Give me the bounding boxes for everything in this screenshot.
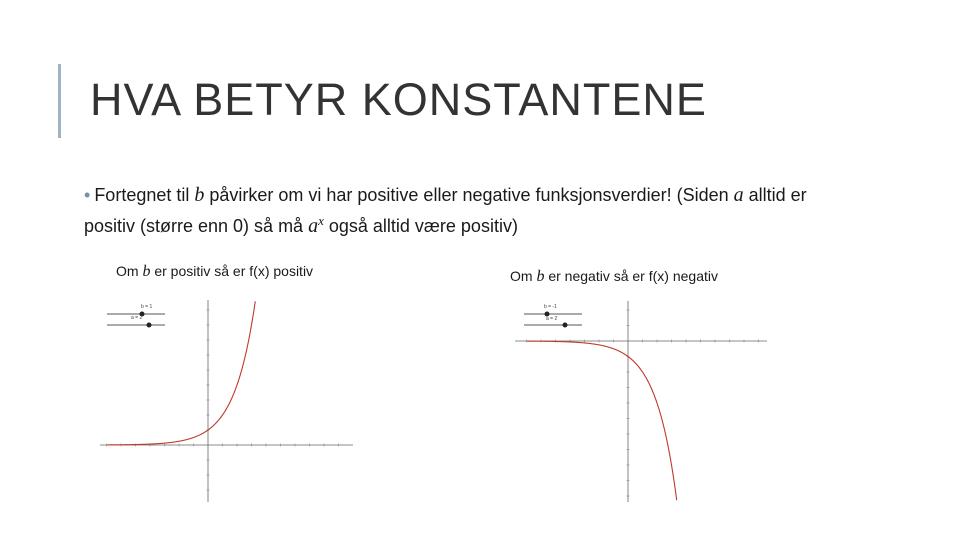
left-graph	[95, 292, 360, 504]
slider-a-handle[interactable]	[147, 323, 152, 328]
slider-a-label: a = 2	[131, 315, 143, 321]
right-caption-pre: Om	[510, 268, 537, 284]
var-a-base: a	[308, 215, 319, 237]
left-caption-post: er positiv så er f(x) positiv	[150, 263, 314, 279]
axis-ticks	[107, 310, 339, 490]
slider-a-label: a = 2	[546, 316, 558, 322]
left-caption	[116, 263, 313, 281]
bullet-text-3: alltid er positiv (større enn 0) så må	[84, 185, 807, 236]
exponential-curve	[107, 301, 256, 445]
var-x-exponent: x	[318, 213, 324, 228]
left-caption-var: b	[142, 263, 151, 280]
slider-b-label: b = 1	[141, 304, 153, 310]
axis-ticks	[527, 310, 759, 496]
bullet-paragraph	[84, 183, 844, 239]
bullet-text-4: også alltid være positiv)	[323, 216, 518, 236]
bullet-dot: •	[84, 185, 91, 205]
slider-b-label: b = -1	[544, 304, 557, 310]
exponential-curve	[527, 341, 677, 500]
right-caption-var: b	[536, 268, 545, 285]
slider-a-handle[interactable]	[563, 323, 568, 328]
bullet-text-1: Fortegnet til	[94, 185, 195, 205]
var-b: b	[194, 184, 205, 206]
right-caption	[510, 268, 718, 286]
var-a: a	[733, 184, 744, 206]
title-accent-bar	[58, 64, 61, 138]
slide-title: HVA BETYR KONSTANTENE	[90, 74, 707, 125]
bullet-text-2: påvirker om vi har positive eller negative funksjonsverdier! (Siden	[204, 185, 734, 205]
right-graph	[512, 297, 772, 505]
left-caption-pre: Om	[116, 263, 143, 279]
right-caption-post: er negativ så er f(x) negativ	[544, 268, 718, 284]
